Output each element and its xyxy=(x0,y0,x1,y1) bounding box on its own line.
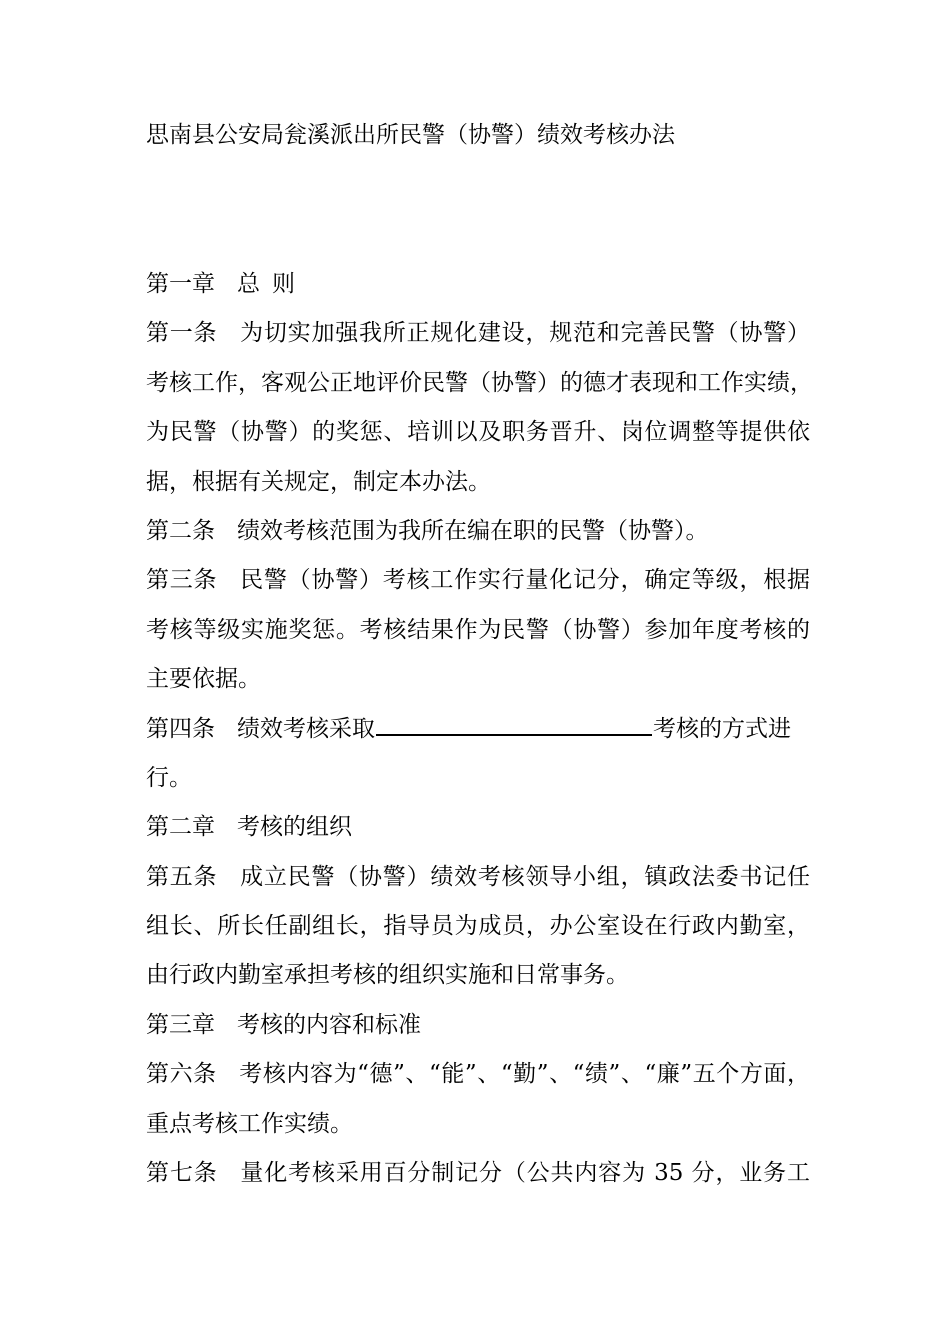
line-text: 主要依据。 xyxy=(146,666,261,693)
line-head: 第六条 xyxy=(146,1061,217,1088)
article-line xyxy=(146,410,810,459)
chapter-heading xyxy=(146,1003,810,1052)
article-line xyxy=(146,904,810,953)
article-line xyxy=(146,1052,810,1101)
line-head: 第三条 xyxy=(146,567,218,594)
article-line xyxy=(146,361,813,410)
line-text: 绩效考核采取 xyxy=(237,715,375,742)
article-line xyxy=(146,509,810,558)
line-text: 成立民警（协警）绩效考核领导小组，镇政法委书记任 xyxy=(239,863,811,890)
line-text: 考核工作，客观公正地评价民警（协警）的德才表现和工作实绩， xyxy=(146,369,813,396)
article-line xyxy=(146,953,810,1002)
article-line xyxy=(146,311,810,360)
chapter-heading xyxy=(146,805,810,854)
line-text: 由行政内勤室承担考核的组织实施和日常事务。 xyxy=(146,962,629,989)
line-text: 考核等级实施奖惩。考核结果作为民警（协警）参加年度考核的 xyxy=(146,616,810,643)
line-head: 第四条 xyxy=(146,715,215,742)
line-text: 为切实加强我所正规化建设，规范和完善民警（协警） xyxy=(239,320,811,347)
line-head: 第二条 xyxy=(146,517,215,544)
line-head: 第一条 xyxy=(146,320,218,347)
line-text: 重点考核工作实绩。 xyxy=(146,1110,353,1137)
article-line xyxy=(146,657,810,706)
article-line xyxy=(146,558,810,607)
line-text: 行。 xyxy=(146,764,192,791)
article-line xyxy=(146,1102,810,1151)
line-text: 组长、所长任副组长，指导员为成员，办公室设在行政内勤室， xyxy=(146,913,810,940)
line-head: 第一章 xyxy=(146,271,215,297)
fill-in-blank[interactable] xyxy=(376,710,652,736)
line-head: 第七条 xyxy=(146,1160,218,1187)
line-text-after: 考核的方式进 xyxy=(653,715,791,742)
line-text: 考核内容为“德”、“能”、“勤”、“绩”、“廉”五个方面， xyxy=(238,1061,810,1088)
line-text: 绩效考核范围为我所在编在职的民警（协警）。 xyxy=(237,517,709,544)
line-head: 第二章 xyxy=(146,814,215,841)
article-line xyxy=(146,460,810,509)
article-line xyxy=(146,707,810,756)
document-title: 思南县公安局瓮溪派出所民警（协警）绩效考核办法 xyxy=(146,122,675,148)
heading-word: 则 xyxy=(272,271,295,297)
article-line xyxy=(146,756,810,805)
line-head: 第五条 xyxy=(146,863,218,890)
line-text: 据，根据有关规定，制定本办法。 xyxy=(146,468,491,495)
line-text: 量化考核采用百分制记分（公共内容为 35 分，业务工 xyxy=(239,1160,811,1187)
document-body xyxy=(146,262,813,1200)
article-line xyxy=(146,855,810,904)
article-line xyxy=(146,1151,810,1200)
heading-word: 总 xyxy=(237,271,260,297)
line-head: 第三章 xyxy=(146,1011,215,1038)
line-text: 民警（协警）考核工作实行量化记分，确定等级，根据 xyxy=(239,567,811,594)
line-text: 考核的组织 xyxy=(237,814,352,841)
line-text: 考核的内容和标准 xyxy=(237,1011,421,1038)
article-line xyxy=(146,608,810,657)
chapter-heading xyxy=(146,262,810,311)
line-text: 为民警（协警）的奖惩、培训以及职务晋升、岗位调整等提供依 xyxy=(146,419,810,446)
